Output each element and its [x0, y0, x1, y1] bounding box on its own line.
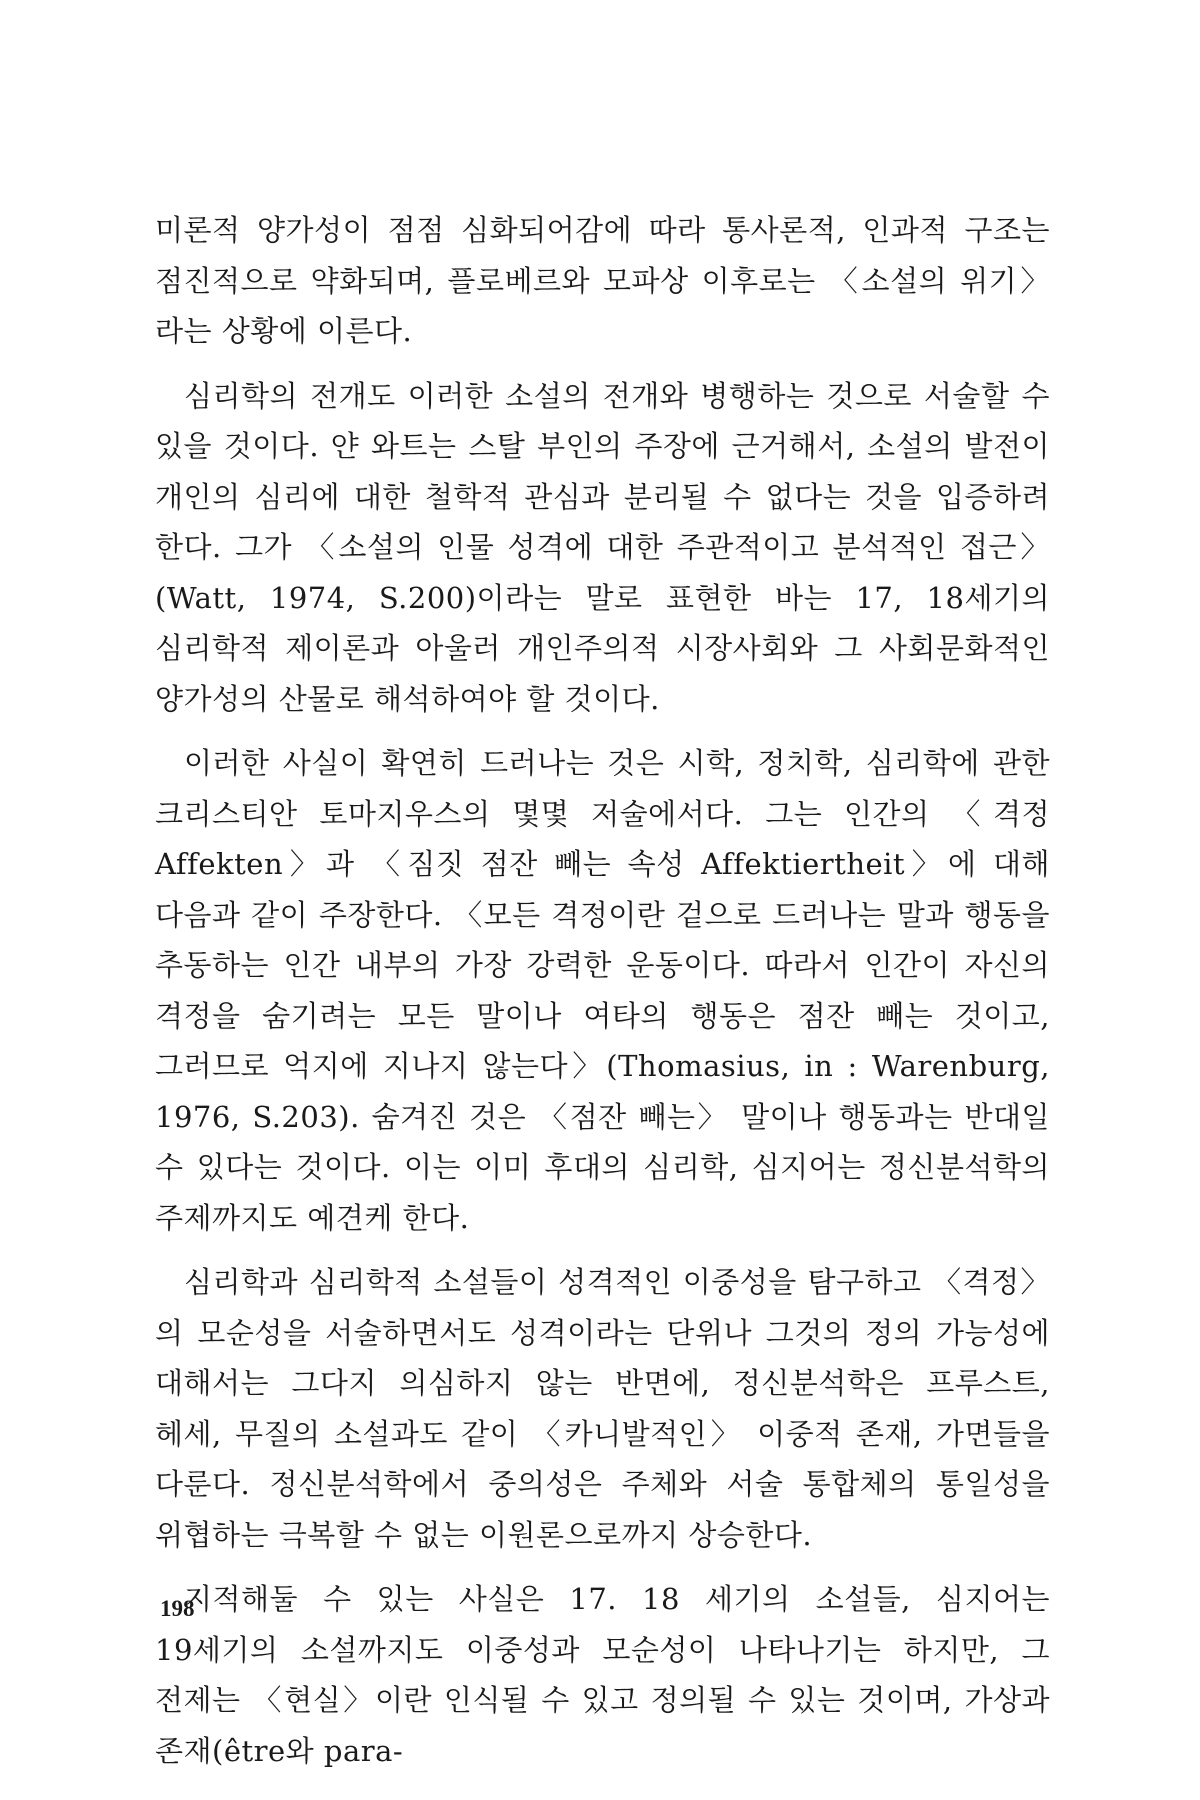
paragraph-4: 심리학과 심리학적 소설들이 성격적인 이중성을 탐구하고 〈격정〉의 모순성을 서술하면서도 성격이라는 단위나 그것의 정의 가능성에 대해서는 그다지 의심하지 않는 반면에, 정신분석학은 프루스트, 헤세, 무질의 소설과도 같이 〈카니발적인〉 이중적 존재, 가면들을 다룬다. 정신분석학에서 중의성은 주체와 서술 통합체의 통일성을 위협하는 극복할 수 없는 이원론으로까지 상승한다.	[155, 1265, 1050, 1552]
paragraph-2: 심리학의 전개도 이러한 소설의 전개와 병행하는 것으로 서술할 수 있을 것이다. 얀 와트는 스탈 부인의 주장에 근거해서, 소설의 발전이 개인의 심리에 대한 철학적 관심과 분리될 수 없다는 것을 입증하려 한다. 그가 〈소설의 인물 성격에 대한 주관적이고 분석적인 접근〉(Watt, 1974, S.200)이라는 말로 표현한 바는 17, 18세기의 심리학적 제이론과 아울러 개인주의적 시장사회와 그 사회문화적인 양가성의 산물로 해석하여야 할 것이다.	[155, 378, 1050, 716]
paragraph-5: 지적해둘 수 있는 사실은 17. 18 세기의 소설들, 심지어는 19세기의 소설까지도 이중성과 모순성이 나타나기는 하지만, 그 전제는 〈현실〉이란 인식될 수 있고 정의될 수 있는 것이며, 가상과 존재(être와 para-	[155, 1582, 1050, 1768]
page-number: 198	[160, 1596, 195, 1621]
paragraph-3: 이러한 사실이 확연히 드러나는 것은 시학, 정치학, 심리학에 관한 크리스티안 토마지우스의 몇몇 저술에서다. 그는 인간의 〈격정 Affekten〉과 〈짐짓 점잔 빼는 속성 Affektiertheit〉에 대해 다음과 같이 주장한다. 〈모든 격정이란 겉으로 드러나는 말과 행동을 추동하는 인간 내부의 가장 강력한 운동이다. 따라서 인간이 자신의 격정을 숨기려는 모든 말이나 여타의 행동은 점잔 빼는 것이고, 그러므로 억지에 지나지 않는다〉(Thomasius, in : Warenburg, 1976, S.203). 숨겨진 것은 〈점잔 빼는〉 말이나 행동과는 반대일 수 있다는 것이다. 이는 이미 후대의 심리학, 심지어는 정신분석학의 주제까지도 예견케 한다.	[155, 746, 1050, 1235]
paragraph-1: 미론적 양가성이 점점 심화되어감에 따라 통사론적, 인과적 구조는 점진적으로 약화되며, 플로베르와 모파상 이후로는 〈소설의 위기〉라는 상황에 이른다.	[155, 213, 1050, 348]
body-text	[155, 205, 1050, 1790]
